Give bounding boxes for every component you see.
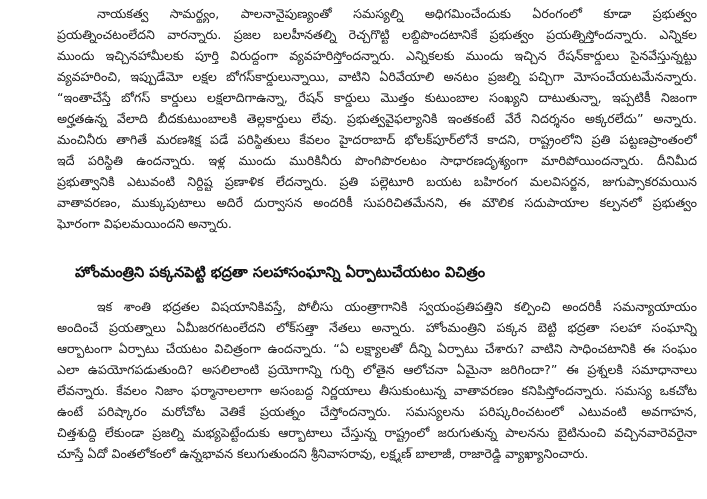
paragraph-line: చిత్తశుద్ధి లేకుండా ప్రజల్ని మభ్యపెట్టేందుకు ఆర్భాటాలు చేస్తున్న రాష్ట్రంలో జరుగుతున్న పాలనను బైటినుంచి వచ్చినవారెవరైనా bbox=[57, 425, 697, 440]
paragraph-line: “ఇంతాచేస్తే బోగస్ కార్డులు లక్షలాదిగాఉన్నా, రేషన్ కార్డులు మొత్తం కుటుంబాల సంఖ్యని దాటుతున్నా, ఇప్పటికీ నిజంగా bbox=[57, 90, 697, 105]
paragraph-line: ఉంటే పరిష్కారం మరోచోట వెతికే ప్రయత్నం చేస్తోందన్నారు. సమస్యలను పరిష్కరించటంలో ఎటువంటి అవగాహన, bbox=[57, 404, 697, 419]
paragraph-line: లేవన్నారు. కేవలం నిజాం ఫర్మానాలలాగా అసంబద్ధ నిర్ణయాలు తీసుకుంటున్న వాతావరణం కనిపిస్తోందన్నారు. సమస్య ఒకచోట bbox=[57, 383, 697, 398]
paragraph-line: అందించే ప్రయత్నాలు ఏమీజరగటంలేదని లోక్‌సత్తా నేతలు అన్నారు. హోంమంత్రిని పక్కన బెట్టి భద్రతా సలహా సంఘాన్ని bbox=[57, 320, 697, 335]
paragraph-line: చూస్తే ఏదో వింతలోకంలో ఉన్నభావన కలుగుతుందని శ్రీనివాసరావు, లక్ష్మణ్ బాలాజీ, రాజారెడ్డి వ్యాఖ్యానించారు. bbox=[57, 446, 589, 461]
paragraph-line: ముందు ఇచ్చినహామీలకు పూర్తి విరుద్ధంగా వ్యవహరిస్తోందన్నారు. ఎన్నికలకు ముందు ఇచ్చిన రేషన్‌కార్డులు సైనవేస్తున్నట్టు bbox=[57, 48, 697, 63]
paragraph-line: ప్రయత్నించటంలేదని వారన్నారు. ప్రజల బలహీనతల్ని రెచ్చగొట్టి లబ్ధిపొందటానికే ప్రభుత్వం ప్రయత్నిస్తోందన్నారు. ఎన్నికల bbox=[57, 27, 697, 42]
paragraph-line: ఎలా ఉపయోగపడుతుంది? అసలిలాంటి ప్రయోగాన్ని గుర్చి లోతైన ఆలోచనా ఏమైనా జరిగిందా?” ఈ ప్రశ్నలకి సమాధానాలు bbox=[57, 362, 697, 377]
paragraph-line: మంచినీరు తాగితే మరణశిక్ష పడే పరిస్థితులు కేవలం హైదరాబాద్ భోలక్‌పూర్‌లోనే కాదని, రాష్ట్రంలోని ప్రతి పట్టణప్రాంతంలో bbox=[57, 132, 697, 147]
paragraph-line: వాతావరణం, ముక్కుపుటాలు అదిరే దుర్వాసన అందరికీ సుపరిచితమేనని, ఈ మౌలిక సదుపాయాల కల్పనలో ప్రభుత్వం bbox=[57, 195, 697, 210]
paragraph-line: అర్హతఉన్న వేలాది బీదకుటుంబాలకి తెల్లకార్డులు లేవు. ప్రభుత్వవైఫల్యానికి ఇంతకంటే వేరే నిదర్శనం అక్కరలేదు” అన్నారు. bbox=[57, 111, 697, 126]
section-heading: హోంమంత్రిని పక్కనపెట్టి భద్రతా సలహాసంఘాన్ని ఏర్పాటుచేయటం విచిత్రం bbox=[75, 265, 486, 281]
paragraph-line: ఆర్భాటంగా ఏర్పాటు చేయటం విచిత్రంగా ఉందన్నారు. “ఏ లక్ష్యాలతో దీన్ని ఏర్పాటు చేశారు? వాటిని సాధించటానికి ఈ సంఘం bbox=[57, 341, 697, 356]
paragraph-line: ప్రభుత్వానికి ఎటువంటి నిర్దిష్ట ప్రణాళిక లేదన్నారు. ప్రతి పల్లెటూరి బయట బహిరంగ మలవిసర్జన, జుగుప్సాకరమయిన bbox=[57, 174, 697, 189]
paragraph-line: వ్యవహరించి, ఇప్పుడేమో లక్షల బోగస్‌కార్డులున్నాయి, వాటిని ఏరివేయాలి అనటం ప్రజల్ని పచ్చిగా మోసంచేయటమేనన్నారు. bbox=[57, 69, 697, 84]
paragraph-line: ఘోరంగా విఫలమయిందని అన్నారు. bbox=[57, 216, 232, 231]
paragraph-line: ఇక శాంతి భద్రతల విషయానికివస్తే, పోలీసు యంత్రాగానికి స్వయంప్రతిపత్తిని కల్పించి అందరికీ సమన్యాయాయం bbox=[97, 299, 697, 314]
paragraph-line: నాయకత్వ సామర్థ్యం, పాలనానైపుణ్యంతో సమస్యల్ని అధిగమించేందుకు ఏరంగంలో కూడా ప్రభుత్వం bbox=[97, 6, 697, 21]
paragraph-line: ఇదే పరిస్థితి ఉందన్నారు. ఇళ్ల ముందు మురికినీరు పొంగిపొరలటం సాధారణదృశ్యంగా మారిపోయిందన్నారు. దీనిమీద bbox=[57, 153, 697, 168]
